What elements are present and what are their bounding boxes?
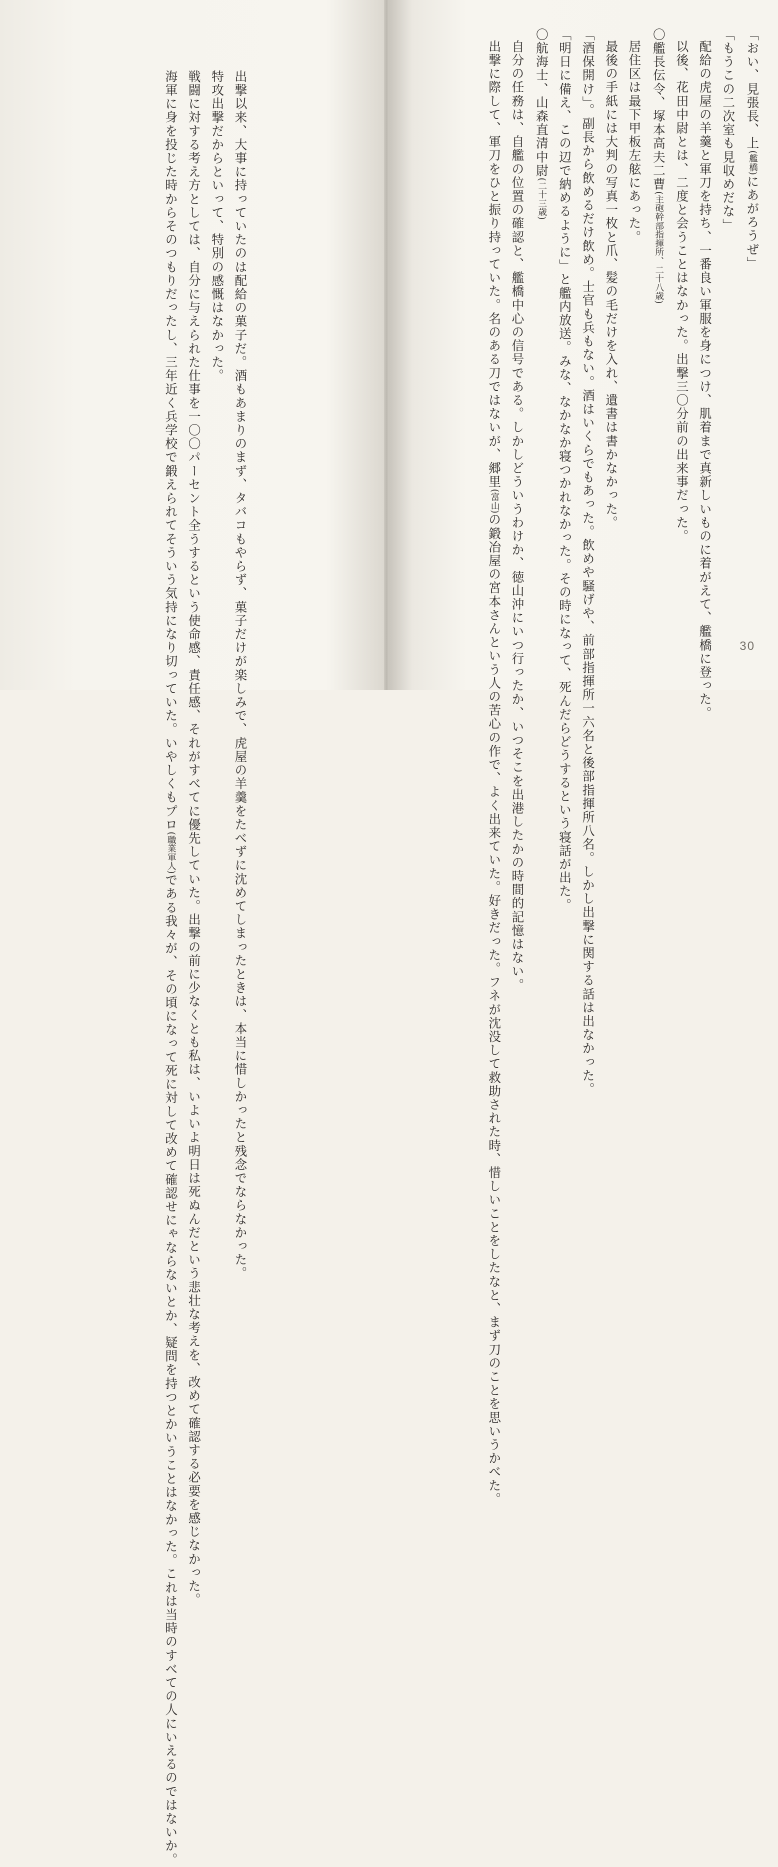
speaker-name: 〇艦長伝令、塚本高夫二曹: [651, 28, 667, 192]
paragraph-text: 配給の虎屋の羊羹と軍刀を持ち、一番良い軍服を身につけ、肌着まで真新しいものに着がえて、艦橋に登った。: [697, 40, 713, 721]
page-number: 30: [739, 639, 755, 653]
paragraph: [553, 28, 576, 912]
speaker-heading: [646, 28, 670, 648]
paragraph-text: である我々が、その頃になって死に対して改めて確認せにゃならないとか、疑問を持つとかいうことはなかった。これは当時のすべての人にいえるのではないか。: [163, 874, 179, 1867]
paragraph-text: 「明日に備え、この辺で納めるように」と艦内放送。みな、なかなか寝つかれなかった。その時になって、死んだらどうするという寝話が出た。: [557, 28, 573, 912]
paragraph-text: の鍛冶屋の宮本さんという人の苦心の作で、よく出来ていた。好きだった。フネが沈没して救助された時、惜しいことをしたなと、まず刀のことを思いうかべた。: [486, 513, 502, 1507]
annotation: (富山): [488, 489, 499, 514]
annotation: (二十三歳): [536, 177, 547, 220]
paragraph-text: 「おい、見張長、上: [745, 28, 760, 151]
paragraph: [482, 28, 506, 1507]
paragraph-text: 「もうこの二次室も見収めだな」: [720, 28, 736, 232]
paragraph-text: 出撃に際して、軍刀をひと振り持っていた。名のある刀ではないが、郷里: [486, 40, 502, 490]
paragraph-text: 居住区は最下甲板左舷にあった。: [626, 40, 642, 245]
paragraph: [576, 28, 599, 1097]
paragraph: [600, 28, 623, 648]
paragraph-text: 「酒保開け」。副長から飲めるだけ飲め。士官も兵もない。酒はいくらでもあった。飲めや騒げや、前部指揮所一六名と後部指揮所八名。しかし出撃に関する話は出なかった。: [580, 28, 596, 1097]
paragraph: [693, 28, 716, 721]
paragraph-text: 最後の手紙には大判の写真一枚と爪、髪の毛だけを入れ、遺書は書かなかった。: [603, 40, 619, 530]
paragraph: [229, 58, 252, 1281]
right-page: [389, 0, 778, 1507]
right-page-text: [482, 28, 764, 1507]
paragraph-text: 特攻出撃だからといって、特別の感慨はなかった。: [209, 70, 225, 384]
annotation: (主砲幹部指揮所、二十八歳): [653, 191, 664, 304]
paragraph: [206, 58, 229, 643]
speaker-heading: [529, 28, 553, 648]
annotation: (艦橋): [747, 150, 757, 175]
speaker-name: 〇航海士、山森直清中尉: [534, 28, 550, 178]
paragraph-text: 自分の任務は、自艦の位置の確認と、艦橋中心の信号である。しかしどういうわけか、徳山沖にいつ行ったか、いつそこを出港したかの時間的記憶はない。: [509, 40, 525, 993]
paragraph: [623, 28, 646, 648]
dialogue: [740, 28, 764, 648]
paragraph: [670, 28, 693, 648]
paragraph: [158, 58, 182, 1867]
paragraph-text: 出撃以来、大事に持っていたのは配給の菓子だ。酒もあまりのまず、タバコもやらず、菓子だけが楽しみで、虎屋の羊羹をたべずに沈めてしまったときは、本当に惜しかったと残念でならなかった。: [233, 70, 248, 1281]
paragraph-text: 海軍に身を投じた時からそのつもりだったし、三年近く兵学校で鍛えられてそういう気持になり切っていた。いやしくもプロ: [163, 70, 179, 832]
left-page: [0, 0, 384, 1867]
dialogue: [717, 28, 740, 648]
left-page-text: [158, 58, 252, 1867]
paragraph-text: 以後、花田中尉とは、二度と会うことはなかった。出撃三〇分前の出来事だった。: [674, 40, 690, 544]
paragraph-text: 戦闘に対する考え方としては、自分に与えられた仕事を一〇〇パーセント全うするという使命感、責任感、それがすべてに優先していた。出撃の前に少なくとも私は、いよいよ明日は死ぬんだという悲壮な考えを、改めて確認する必要を感じなかった。: [186, 70, 202, 1608]
paragraph: [182, 58, 205, 1608]
annotation: (職業軍人): [165, 832, 176, 875]
paragraph-text: にあがろうぜ」: [745, 174, 760, 271]
paragraph: [506, 28, 529, 993]
